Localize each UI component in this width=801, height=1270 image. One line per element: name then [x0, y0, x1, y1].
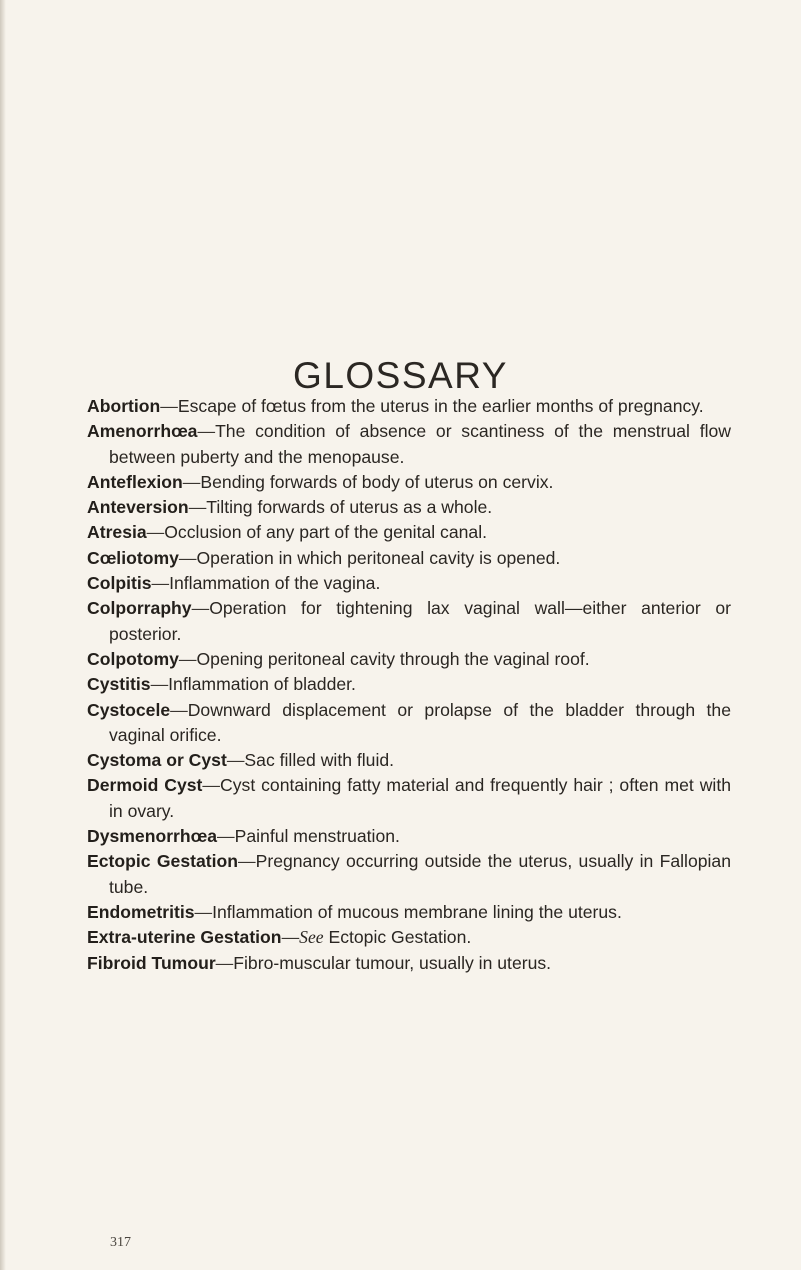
glossary-list	[87, 394, 731, 976]
glossary-entry: Anteflexion—Bending forwards of body of uterus on cervix.	[87, 471, 554, 492]
glossary-definition: Painful menstruation.	[234, 826, 400, 847]
see-reference: See	[299, 927, 324, 948]
glossary-term: Anteflexion	[87, 471, 183, 492]
glossary-term: Abortion	[87, 396, 161, 416]
glossary-definition: Downward displacement or prolapse of the bladder through the vaginal orifice.	[109, 699, 731, 745]
glossary-term: Anteversion	[87, 497, 189, 518]
glossary-definition: Cyst containing fatty material and frequently hair ; often met with in ovary.	[109, 775, 731, 821]
page-title: GLOSSARY	[293, 355, 508, 396]
glossary-entry: Amenorrhœa—The condition of absence or scantiness of the menstrual flow between puberty and the menopause.	[87, 421, 731, 467]
glossary-definition: The condition of absence or scantiness of the menstrual flow between puberty and the menopause.	[109, 421, 731, 467]
glossary-term: Extra-uterine Gestation	[87, 927, 282, 948]
page-number: 317	[110, 1235, 131, 1250]
glossary-definition: Bending forwards of body of uterus on cervix.	[200, 471, 554, 492]
glossary-definition: Ectopic Gestation.	[328, 927, 472, 948]
glossary-term: Colpitis	[87, 573, 152, 594]
glossary-entry: Colpotomy—Opening peritoneal cavity through the vaginal roof.	[87, 648, 590, 669]
glossary-definition: Opening peritoneal cavity through the vaginal roof.	[196, 648, 590, 669]
glossary-term: Colpotomy	[87, 648, 179, 669]
glossary-definition: Occlusion of any part of the genital canal.	[164, 522, 487, 543]
glossary-entry: Fibroid Tumour—Fibro-muscular tumour, usually in uterus.	[87, 952, 552, 973]
glossary-term: Endometritis	[87, 901, 195, 922]
glossary-entry: Anteversion—Tilting forwards of uterus as a whole.	[87, 497, 493, 518]
glossary-definition: Inflammation of bladder.	[168, 674, 356, 695]
glossary-entry: Ectopic Gestation—Pregnancy occurring outside the uterus, usually in Fallopian tube.	[87, 851, 731, 897]
glossary-entry: Cystitis—Inflammation of bladder.	[87, 674, 356, 695]
glossary-term: Cœliotomy	[87, 547, 179, 568]
glossary-entry: Extra-uterine Gestation—See Ectopic Gestation.	[87, 927, 472, 948]
glossary-entry: Dysmenorrhœa—Painful menstruation.	[87, 826, 400, 847]
glossary-entry: Dermoid Cyst—Cyst containing fatty material and frequently hair ; often met with in ovary.	[87, 775, 731, 821]
page-edge	[0, 0, 6, 1270]
glossary-definition: Inflammation of the vagina.	[169, 573, 381, 594]
glossary-entry: Atresia—Occlusion of any part of the genital canal.	[87, 522, 487, 543]
glossary-term: Amenorrhœa	[87, 421, 198, 442]
glossary-definition: Inflammation of mucous membrane lining the uterus.	[212, 901, 622, 922]
glossary-entry: Abortion—Escape of fœtus from the uterus in the earlier months of pregnancy.	[87, 396, 704, 416]
glossary-term: Dysmenorrhœa	[87, 826, 218, 847]
glossary-entry: Cystoma or Cyst—Sac filled with fluid.	[87, 750, 395, 771]
glossary-entry: Cystocele—Downward displacement or prolapse of the bladder through the vaginal orifice.	[87, 699, 731, 745]
glossary-term: Dermoid Cyst	[87, 775, 203, 796]
glossary-term: Cystocele	[87, 699, 171, 720]
glossary-term: Colporraphy	[87, 598, 192, 619]
glossary-definition: Fibro-muscular tumour, usually in uterus.	[233, 952, 552, 973]
glossary-entry: Colporraphy—Operation for tightening lax vaginal wall—either anterior or posterior.	[87, 598, 731, 644]
glossary-definition: Pregnancy occurring outside the uterus, usually in Fallopian tube.	[109, 851, 731, 897]
glossary-term: Atresia	[87, 522, 147, 543]
glossary-entry: Colpitis—Inflammation of the vagina.	[87, 573, 381, 594]
glossary-entry: Cœliotomy—Operation in which peritoneal cavity is opened.	[87, 547, 561, 568]
glossary-term: Ectopic Gestation	[87, 851, 238, 872]
glossary-entry: Endometritis—Inflammation of mucous membrane lining the uterus.	[87, 901, 622, 922]
glossary-definition: Tilting forwards of uterus as a whole.	[206, 497, 493, 518]
glossary-definition: Operation for tightening lax vaginal wall—either anterior or posterior.	[109, 598, 731, 644]
glossary-term: Cystoma or Cyst	[87, 750, 227, 771]
glossary-term: Fibroid Tumour	[87, 952, 216, 973]
glossary-definition: Operation in which peritoneal cavity is opened.	[196, 547, 561, 568]
glossary-definition: Sac filled with fluid.	[244, 750, 395, 771]
glossary-definition: Escape of fœtus from the uterus in the earlier months of pregnancy.	[177, 396, 704, 416]
glossary-term: Cystitis	[87, 674, 151, 695]
